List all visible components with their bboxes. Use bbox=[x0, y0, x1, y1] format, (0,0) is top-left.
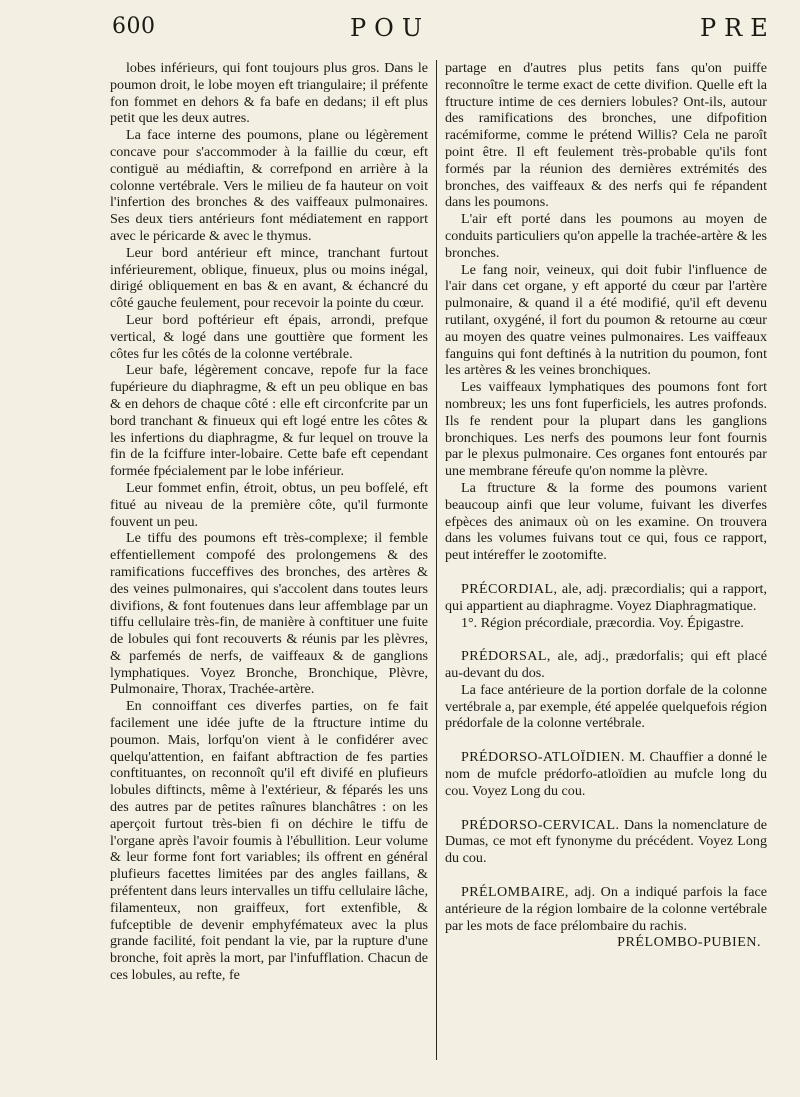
entry-body: 1°. Région précordiale, præcordia. Voy. Épigastre. bbox=[461, 614, 744, 631]
paragraph: Leur fommet enfin, étroit, obtus, un peu bofſelé, eft fitué au niveau de la première côte, qu'il furmonte fouvent un peu. bbox=[110, 479, 428, 530]
catchword: PRÉLOMBO-PUBIEN. bbox=[617, 934, 761, 951]
entry-headword: PRÉCORDIAL, bbox=[461, 580, 558, 597]
column-divider bbox=[436, 60, 437, 1060]
entry-headword: PRÉDORSO-ATLOÏDIEN. bbox=[461, 749, 625, 766]
entry-body: ale, adj., prædorfalis; qui eft placé au-devant du dos. bbox=[445, 648, 767, 682]
paragraph: lobes inférieurs, qui font toujours plus gros. Dans le poumon droit, le lobe moyen eft triangulaire; il préfente fon fommet en dehors & fa bafe en dedans; il eft plus petit que les deux autres. bbox=[110, 60, 428, 127]
paragraph: Les vaiffeaux lymphatiques des poumons font fort nombreux; les uns font fuperficiels, les autres profonds. Ils fe rendent pour la plupart dans les ganglions bronchiques. Les nerfs des poumons leur font fournis par le plexus pulmonaire. Ces organes font entourés par une membrane féreufe qu'on nomme la plèvre. bbox=[445, 379, 767, 480]
paragraph: L'air eft porté dans les poumons au moyen de conduits particuliers qu'on appelle la trachée-artère & les bronches. bbox=[445, 211, 767, 261]
entry-subsense bbox=[445, 615, 767, 632]
entry-paragraph bbox=[445, 682, 767, 732]
entry-body: La face antérieure de la portion dorfale de la colonne vertébrale a, par exemple, été appelée quelquefois région prédorfale de la colonne vertébrale. bbox=[445, 681, 767, 732]
paragraph: Le fang noir, veineux, qui doit fubir l'influence de l'air dans cet organe, y eft apporté du cœur par l'artère pulmonaire, & quand il a été modifié, qu'il eft devenu rutilant, oxygéné, il fort du poumon & retourne au cœur au moyen des quatre veines pulmonaires. Les vaiffeaux fanguins qui font deftinés à la nutrition du poumon, font les artères & les veines bronchiques. bbox=[445, 261, 767, 379]
paragraph: Leur bord poftérieur eft épais, arrondi, prefque vertical, & logé dans une gouttière que forment les côtes fur les côtés de la colonne vertébrale. bbox=[110, 311, 428, 362]
paragraph: Leur bafe, légèrement concave, repofe fur la face fupérieure du diaphragme, & eft un peu oblique en bas & en dehors de chaque côté : elle eft circonfcrite par un bord tranchant & finueux qui eft logé entre les côtes & les infertions du diaphragme, & fur lequel on trouve la fin de la fciffure inter-lobaire. Cette bafe eft cependant formée fpécialement par le lobe inférieur. bbox=[110, 362, 428, 480]
paragraph: En connoiffant ces diverfes parties, on fe fait facilement une idée jufte de la ftructure intime du poumon. Mais, lorfqu'on vient à le confidérer avec quelqu'attention, en faifant abftraction de fes parties conftituantes, on reconnoît qu'il eft divifé en plufieurs lobules diftincts, même à l'extérieur, & féparés les uns des autres par de petites raînures blanchâtres : on les aperçoit furtout très-bien fi on déchire le tiffu de l'organe après l'avoir foumis à l'ébullition. Leur volume & leur forme font fort variables; ils offrent en général plufieurs facettes limitées par des angles faillans, & préfentent dans leurs intervalles un tiffu cellulaire lâche, filamenteux, non graiffeux, fort extenfible, & fufceptible de devenir emphyfémateux avec la plus grande facilité, foit pendant la vie, par la rupture d'une bronche, foit après la mort, par l'infufflation. Chacun de ces lobules, au refte, fe bbox=[110, 698, 428, 984]
continuation-paragraph: partage en d'autres plus petits fans qu'on puiffe reconnoître le terme exact de cette divifion. Quelle eft la ftructure intime de ces derniers lobules? Ont-ils, autour des ramifications des bronches, une difpofition racémiforme, comme le prétend Willis? Cela ne paroît point être. Il eft feulement très-probable qu'ils font formés par la réunion des dernières extrémités des bronches, des vaiffeaux & des nerfs qui fe répandent dans les poumons. bbox=[445, 60, 767, 211]
entry-predorso-atloidien bbox=[445, 749, 767, 799]
entry-body: M. Chauffier a donné le nom de mufcle prédorfo-atloïdien au mufcle long du cou. Voyez Long du cou. bbox=[445, 749, 767, 799]
entry-headword: PRÉDORSO-CERVICAL. bbox=[461, 816, 620, 833]
running-head-left: POU bbox=[350, 14, 431, 42]
entry-headword: PRÉDORSAL, bbox=[461, 648, 551, 665]
entry-body: adj. On a indiqué parfois la face antérieure de la région lombaire de la colonne vertébrale par les mots de face prélombaire du rachis. bbox=[445, 884, 767, 934]
entry-body: Dans la nomenclature de Dumas, ce mot eft fynonyme du précédent. Voyez Long du cou. bbox=[445, 816, 767, 867]
entry-predorso-cervical bbox=[445, 817, 767, 867]
right-column bbox=[445, 60, 767, 951]
running-head bbox=[112, 14, 784, 54]
entry-predorsal bbox=[445, 648, 767, 682]
entry-precordial bbox=[445, 581, 767, 615]
running-head-right: PRE bbox=[700, 14, 776, 42]
entry-prelombaire bbox=[445, 884, 767, 934]
paragraph: La ftructure & la forme des poumons varient beaucoup ainfi que leur volume, fuivant les diverfes efpèces des animaux où on les examine. On trouvera dans les volumes fuivans tout ce qui, fous ce rapport, peut intéreffer le zootomifte. bbox=[445, 479, 767, 564]
entry-headword: PRÉLOMBAIRE, bbox=[461, 884, 569, 901]
paragraph: Le tiffu des poumons eft très-complexe; il femble effentiellement compofé des prolongemens & des ramifications fucceffives des bronches, des artères & des veines pulmonaires, qui s'accolent dans toutes leurs divifions, & font foutenues dans leur affemblage par un tiffu cellulaire très-fin, de manière à conftituer une fuite de lobules qui font recouverts & réunis par les plèvres, & parfemés de nerfs, de vaiffeaux & de ganglions lymphatiques. Voyez Bronche, Bronchique, Plèvre, Pulmonaire, Thorax, Trachée-artère. bbox=[110, 530, 428, 698]
left-column bbox=[110, 60, 428, 984]
entry-body: ale, adj. præcordialis; qui a rapport, qui appartient au diaphragme. Voyez Diaphragmatique. bbox=[445, 580, 767, 614]
paragraph: Leur bord antérieur eft mince, tranchant furtout inférieurement, oblique, finueux, plus ou moins inégal, dirigé obliquement en bas & en avant, & échancré du côté gauche feulement, pour recevoir la pointe du cœur. bbox=[110, 244, 428, 312]
paragraph: La face interne des poumons, plane ou légèrement concave pour s'accommoder à la faillie du cœur, eft contiguë au médiaftin, & correfpond en arrière à la colonne vertébrale. Vers le milieu de fa hauteur on voit l'infertion des bronches & des vaiffeaux pulmonaires. Ses deux tiers antérieurs font médiatement en rapport avec le péricarde & avec le thymus. bbox=[110, 127, 428, 244]
page-number: 600 bbox=[112, 14, 156, 39]
